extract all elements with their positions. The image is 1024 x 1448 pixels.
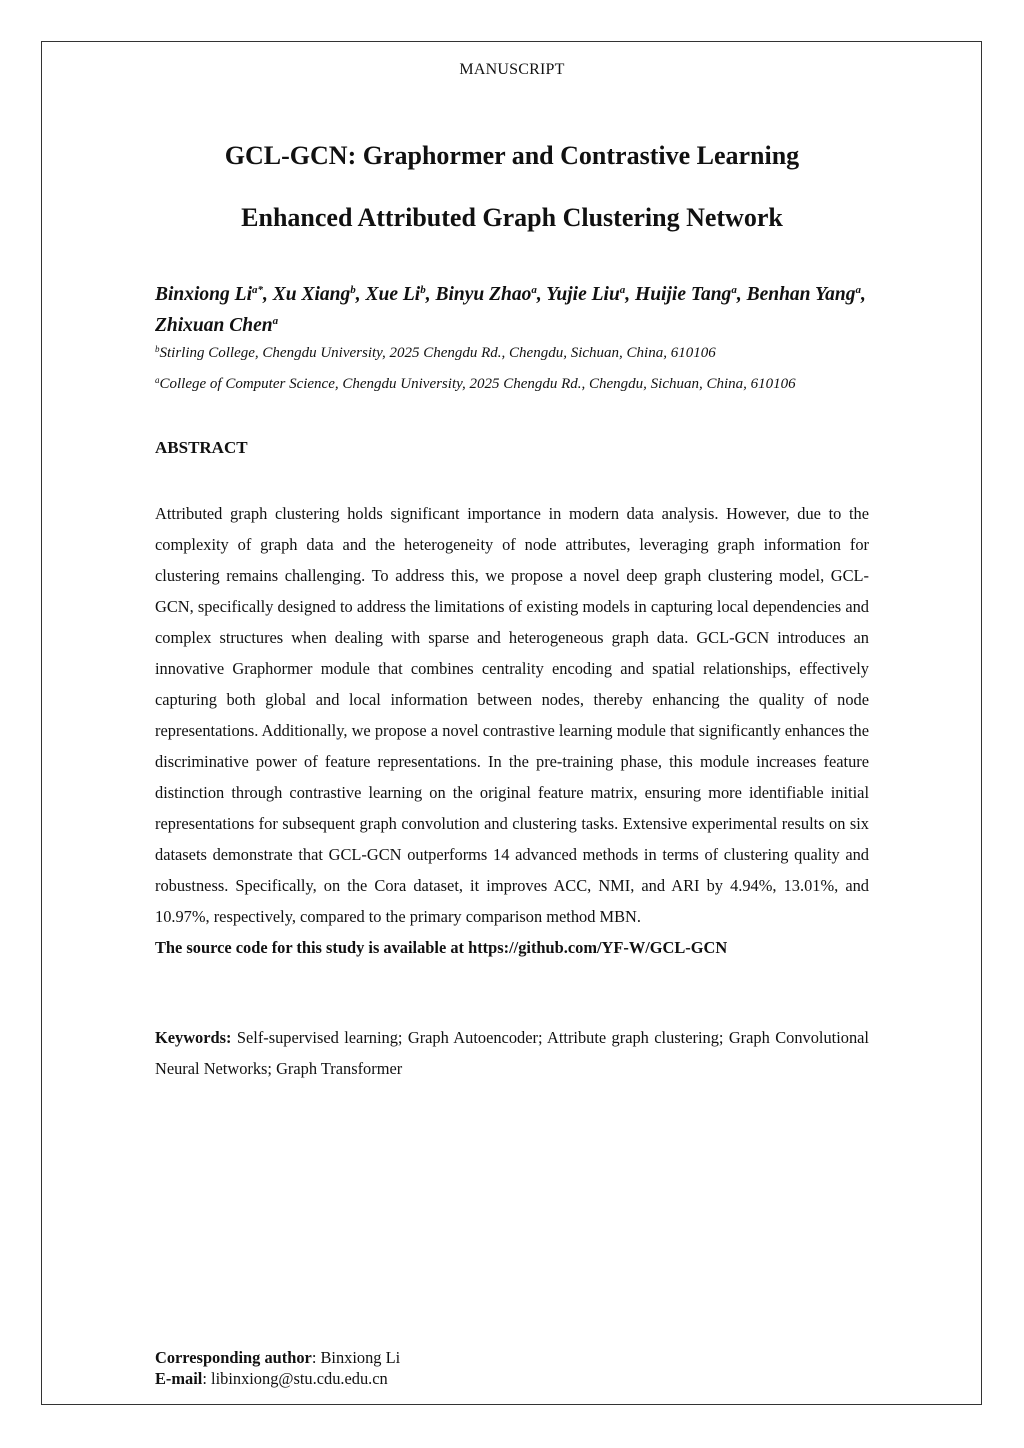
author-4: Binyu Zhao$^a$, <box>435 284 547 305</box>
keywords-label: Keywords: <box>155 1028 232 1047</box>
abstract-body: Attributed graph clustering holds significant importance in modern data analysis. However, due to the complexity of graph data and the heterogeneity of node attributes, leveraging graph information for clustering remains challenging. To address this, we propose a novel deep graph clustering model, GCL-GCN, specifically designed to address the limitations of existing models in capturing local dependencies and complex structures when dealing with sparse and heterogeneous graph data. GCL-GCN introduces an innovative Graphormer module that combines centrality encoding and spatial relationships, effectively capturing both global and local information between nodes, thereby enhancing the quality of node representations. Additionally, we propose a novel contrastive learning module that significantly enhances the discriminative power of feature representations. In the pre-training phase, this module increases feature distinction through contrastive learning on the original feature matrix, ensuring more identifiable initial representations for subsequent graph convolution and clustering tasks. Extensive experimental results on six datasets demonstrate that GCL-GCN outperforms 14 advanced methods in terms of clustering quality and robustness. Specifically, on the Cora dataset, it improves ACC, NMI, and ARI by 4.94%, 13.01%, and 10.97%, respectively, compared to the primary comparison method MBN. <box>155 504 869 926</box>
keywords-text: Self-supervised learning; Graph Autoencoder; Attribute graph clustering; Graph Convolutional Neural Networks; Graph Transformer <box>155 1028 869 1078</box>
author-2: Xu Xiang$^b$, <box>272 284 366 305</box>
author-5: Yujie Liu$^a$, <box>546 284 636 305</box>
author-3: Xue Li$^b$, <box>365 284 436 305</box>
source-code-note: The source code for this study is available at https://github.com/YF-W/GCL-GCN <box>155 938 728 957</box>
corresponding-author-line: Corresponding author: Binxiong Li <box>155 1348 401 1367</box>
affiliation-b: $^b$Stirling College, Chengdu University, 2025 Chengdu Rd., Chengdu, Sichuan, China, 610106 <box>155 344 716 361</box>
paper-title-line-1: GCL-GCN: Graphormer and Contrastive Learning <box>224 141 800 170</box>
author-7: Benhan Yang$^a$, <box>746 284 866 305</box>
manuscript-label: MANUSCRIPT <box>459 61 565 78</box>
author-6: Huijie Tang$^a$, <box>635 284 747 305</box>
email-line: E-mail: libinxiong@stu.cdu.edu.cn <box>155 1369 388 1388</box>
affiliation-a: $^a$College of Computer Science, Chengdu University, 2025 Chengdu Rd., Chengdu, Sichuan, China, 610106 <box>155 375 796 392</box>
author-1: Binxiong $Li^{a*}$, <box>155 284 273 305</box>
author-list <box>155 279 869 341</box>
corresponding-author-block <box>155 1347 400 1389</box>
abstract-heading: ABSTRACT <box>155 438 248 457</box>
abstract-section <box>155 498 869 963</box>
author-8: Zhixuan Chen$^a$ <box>155 315 279 336</box>
paper-title-line-2: Enhanced Attributed Graph Clustering Network <box>241 203 783 232</box>
keywords-section <box>155 1022 869 1084</box>
